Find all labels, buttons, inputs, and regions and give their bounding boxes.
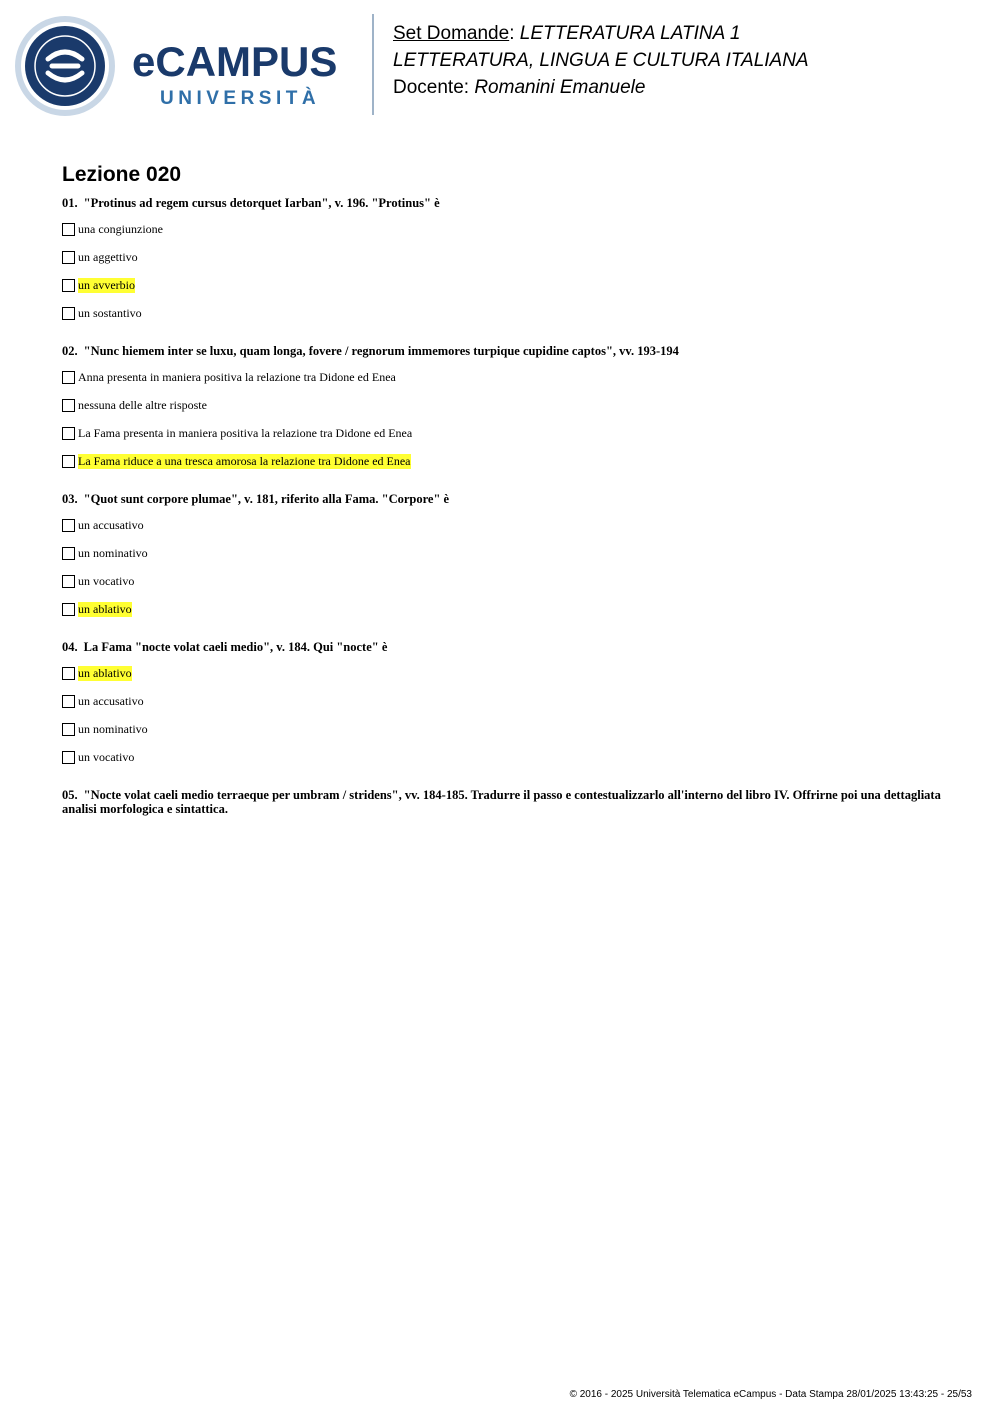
question-number: 01. — [62, 196, 78, 210]
answer-option[interactable] — [62, 276, 942, 294]
answer-checkbox[interactable] — [62, 547, 75, 560]
answer-checkbox[interactable] — [62, 575, 75, 588]
ecampus-seal-logo — [14, 15, 116, 117]
set-label: Set Domande — [393, 23, 510, 44]
answer-checkbox[interactable] — [62, 603, 75, 616]
question-block — [62, 492, 942, 618]
answer-option[interactable] — [62, 396, 942, 414]
question-number: 04. — [62, 640, 78, 654]
ecampus-wordmark: eCAMPUS — [132, 38, 338, 85]
answer-checkbox[interactable] — [62, 519, 75, 532]
answer-option[interactable] — [62, 600, 942, 618]
question-block — [62, 640, 942, 766]
page-header — [0, 0, 1000, 130]
answer-checkbox[interactable] — [62, 223, 75, 236]
answer-label-highlighted: un ablativo — [78, 601, 132, 616]
quiz-content — [62, 160, 942, 826]
answer-checkbox[interactable] — [62, 723, 75, 736]
answer-label-highlighted: La Fama riduce a una tresca amorosa la relazione tra Didone ed Enea — [78, 453, 411, 468]
page-footer: © 2016 - 2025 Università Telematica eCampus - Data Stampa 28/01/2025 13:43:25 - 25/53 — [569, 1389, 972, 1400]
answer-option[interactable] — [62, 720, 942, 738]
answer-label-highlighted: un ablativo — [78, 665, 132, 680]
answer-checkbox[interactable] — [62, 427, 75, 440]
course-title-1: LETTERATURA LATINA 1 — [519, 23, 741, 44]
answer-option[interactable] — [62, 424, 942, 442]
question-block — [62, 788, 942, 816]
universita-wordmark: UNIVERSITÀ — [160, 88, 321, 109]
answer-option[interactable] — [62, 516, 942, 534]
answer-label: Anna presenta in maniera positiva la relazione tra Didone ed Enea — [78, 369, 396, 384]
question-prompt: La Fama "nocte volat caeli medio", v. 184. Qui "nocte" è — [83, 640, 388, 654]
question-prompt: "Protinus ad regem cursus detorquet Iarban", v. 196. "Protinus" è — [83, 196, 440, 210]
question-text — [62, 788, 942, 816]
question-number: 03. — [62, 492, 78, 506]
answer-option[interactable] — [62, 692, 942, 710]
answer-option[interactable] — [62, 452, 942, 470]
answer-checkbox[interactable] — [62, 307, 75, 320]
answer-option[interactable] — [62, 664, 942, 682]
question-prompt: "Nocte volat caeli medio terraeque per umbram / stridens", vv. 184-185. Tradurre il passo e contestualizzarlo all'interno del libro IV. Offrirne poi una dettagliata analisi morfologica e sintattica. — [62, 788, 941, 816]
answer-checkbox[interactable] — [62, 455, 75, 468]
question-number: 05. — [62, 788, 78, 802]
question-block — [62, 196, 942, 322]
lesson-title: Lezione 020 — [62, 163, 182, 186]
question-block — [62, 344, 942, 470]
answer-option[interactable] — [62, 248, 942, 266]
answer-label: un vocativo — [78, 573, 135, 588]
docente-name: Romanini Emanuele — [474, 77, 646, 98]
answer-checkbox[interactable] — [62, 695, 75, 708]
answer-checkbox[interactable] — [62, 371, 75, 384]
answer-label: nessuna delle altre risposte — [78, 397, 207, 412]
answer-label-highlighted: un avverbio — [78, 277, 135, 292]
answer-label: un accusativo — [78, 693, 144, 708]
answer-checkbox[interactable] — [62, 251, 75, 264]
answer-checkbox[interactable] — [62, 751, 75, 764]
answer-checkbox[interactable] — [62, 399, 75, 412]
answer-option[interactable] — [62, 368, 942, 386]
question-prompt: "Quot sunt corpore plumae", v. 181, riferito alla Fama. "Corpore" è — [83, 492, 450, 506]
docente-label: Docente: — [393, 77, 470, 98]
question-text — [62, 196, 942, 210]
answer-label: un nominativo — [78, 721, 148, 736]
answer-label: un sostantivo — [78, 305, 142, 320]
question-text — [62, 492, 942, 506]
answer-checkbox[interactable] — [62, 667, 75, 680]
answer-option[interactable] — [62, 544, 942, 562]
answer-option[interactable] — [62, 748, 942, 766]
answer-label: un vocativo — [78, 749, 135, 764]
answer-label: La Fama presenta in maniera positiva la relazione tra Didone ed Enea — [78, 425, 413, 440]
question-list — [62, 196, 942, 816]
answer-option[interactable] — [62, 572, 942, 590]
answer-label: un nominativo — [78, 545, 148, 560]
answer-checkbox[interactable] — [62, 279, 75, 292]
answer-label: un accusativo — [78, 517, 144, 532]
course-title-2: LETTERATURA, LINGUA E CULTURA ITALIANA — [393, 50, 809, 71]
question-text — [62, 344, 942, 358]
question-number: 02. — [62, 344, 78, 358]
answer-option[interactable] — [62, 304, 942, 322]
header-divider — [372, 14, 374, 115]
question-prompt: "Nunc hiemem inter se luxu, quam longa, fovere / regnorum immemores turpique cupidine captos", vv. 193-194 — [83, 344, 679, 358]
header-info: Set Domande: LETTERATURA LATINA 1 LETTERATURA, LINGUA E CULTURA ITALIANA Docente: Romanini Emanuele — [393, 23, 809, 98]
answer-label: un aggettivo — [78, 249, 138, 264]
answer-option[interactable] — [62, 220, 942, 238]
question-text — [62, 640, 942, 654]
answer-label: una congiunzione — [78, 221, 163, 236]
